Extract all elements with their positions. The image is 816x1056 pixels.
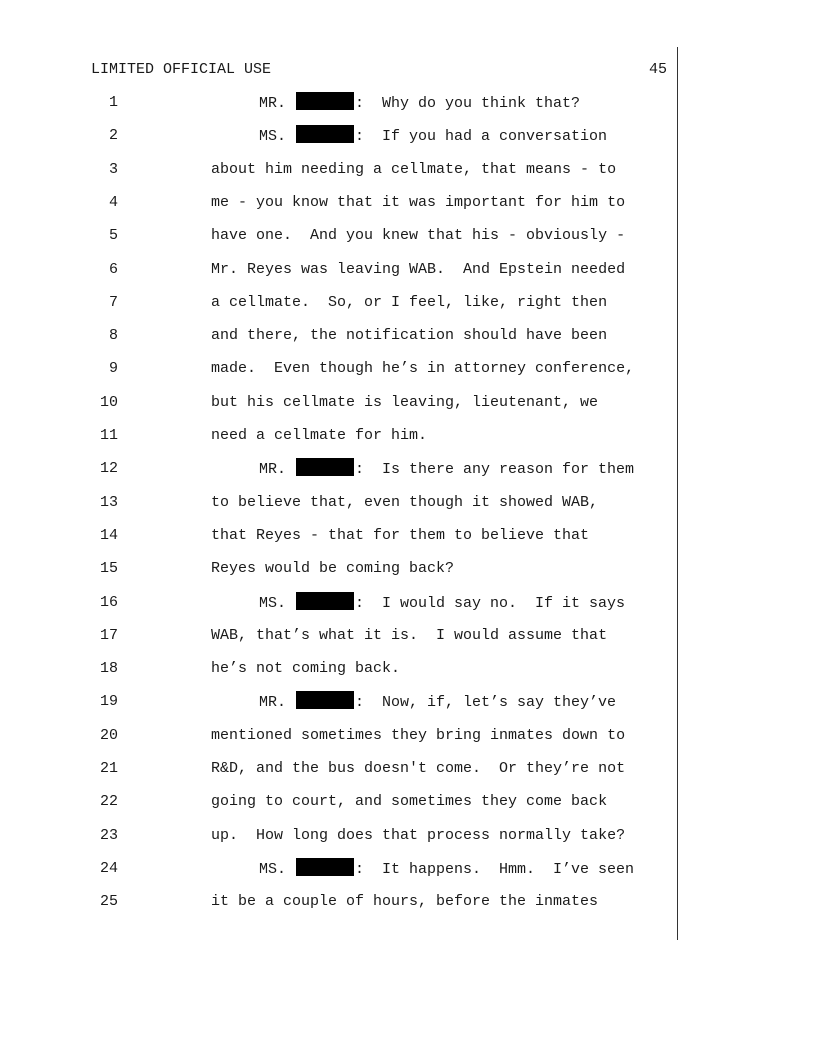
speaker-title: MR. <box>259 461 296 479</box>
transcript-line <box>0 758 816 780</box>
speaker-statement: : Now, if, let’s say they’ve <box>355 694 617 712</box>
transcript-line <box>0 125 816 147</box>
line-number: 17 <box>99 626 118 644</box>
line-number: 6 <box>108 260 118 278</box>
redaction-box <box>296 691 354 709</box>
line-number: 4 <box>108 193 118 211</box>
transcript-line <box>0 358 816 380</box>
speaker-title: MR. <box>259 95 296 112</box>
line-text: it be a couple of hours, before the inmates <box>211 893 599 911</box>
transcript-line <box>0 192 816 214</box>
line-number: 8 <box>108 327 118 345</box>
transcript-line <box>0 159 816 181</box>
line-text: but his cellmate is leaving, lieutenant, we <box>211 393 599 411</box>
line-number: 25 <box>99 893 118 911</box>
redaction-box <box>296 458 354 476</box>
line-number: 24 <box>99 859 118 877</box>
speaker-statement: : Why do you think that? <box>355 95 581 112</box>
transcript-line <box>0 425 816 447</box>
line-text: mentioned sometimes they bring inmates down to <box>211 726 626 744</box>
transcript-line <box>0 658 816 680</box>
line-text: made. Even though he’s in attorney conference, <box>211 360 635 378</box>
transcript-line <box>0 92 816 114</box>
speaker-title: MS. <box>259 860 296 878</box>
line-number: 11 <box>99 427 118 444</box>
page-number: 45 <box>648 61 667 78</box>
speaker-statement: : I would say no. If it says <box>355 594 626 612</box>
line-text: R&D, and the bus doesn't come. Or they’re not <box>211 760 626 777</box>
line-number: 3 <box>108 160 118 178</box>
line-number: 19 <box>99 693 118 711</box>
transcript-line <box>0 458 816 480</box>
line-number: 13 <box>99 493 118 511</box>
line-number: 21 <box>99 760 118 777</box>
line-number: 1 <box>108 94 118 111</box>
classification-header: LIMITED OFFICIAL USE <box>91 61 272 78</box>
transcript-line <box>0 592 816 614</box>
transcript-line <box>0 791 816 813</box>
transcript-line <box>0 691 816 713</box>
speaker-title: MS. <box>259 594 296 612</box>
transcript-line <box>0 325 816 347</box>
speaker-line <box>259 125 607 148</box>
transcript-line <box>0 392 816 414</box>
transcript-line <box>0 625 816 647</box>
line-text: have one. And you knew that his - obviously - <box>211 227 626 245</box>
transcript-line <box>0 492 816 514</box>
speaker-title: MS. <box>259 128 296 146</box>
speaker-statement: : If you had a conversation <box>355 128 608 146</box>
line-number: 12 <box>99 460 118 478</box>
transcript-line <box>0 825 816 847</box>
line-number: 7 <box>108 293 118 311</box>
line-text: up. How long does that process normally take? <box>211 826 626 844</box>
transcript-line <box>0 525 816 547</box>
line-text: me - you know that it was important for him to <box>211 193 626 211</box>
transcript-line <box>0 259 816 281</box>
line-text: Mr. Reyes was leaving WAB. And Epstein needed <box>211 260 626 278</box>
transcript-line <box>0 225 816 247</box>
transcript-line <box>0 891 816 913</box>
line-number: 23 <box>99 826 118 844</box>
speaker-line <box>259 458 634 481</box>
redaction-box <box>296 858 354 876</box>
transcript-line <box>0 858 816 880</box>
speaker-line <box>259 92 580 115</box>
line-text: WAB, that’s what it is. I would assume that <box>211 626 608 644</box>
line-text: going to court, and sometimes they come back <box>211 793 608 811</box>
line-text: need a cellmate for him. <box>211 427 428 444</box>
transcript-line <box>0 558 816 580</box>
line-text: that Reyes - that for them to believe that <box>211 526 590 544</box>
redaction-box <box>296 92 354 110</box>
speaker-line <box>259 592 625 615</box>
speaker-statement: : It happens. Hmm. I’ve seen <box>355 860 635 878</box>
line-number: 20 <box>99 726 118 744</box>
transcript-line <box>0 725 816 747</box>
line-text: Reyes would be coming back? <box>211 560 455 578</box>
line-number: 14 <box>99 526 118 544</box>
redaction-box <box>296 592 354 610</box>
speaker-title: MR. <box>259 694 296 712</box>
line-text: to believe that, even though it showed WAB, <box>211 493 599 511</box>
speaker-line <box>259 691 616 714</box>
line-number: 9 <box>108 360 118 378</box>
line-number: 16 <box>99 593 118 611</box>
line-number: 22 <box>99 793 118 811</box>
speaker-statement: : Is there any reason for them <box>355 461 635 479</box>
line-number: 5 <box>108 227 118 245</box>
line-text: and there, the notification should have been <box>211 327 608 345</box>
line-text: he’s not coming back. <box>211 660 401 678</box>
speaker-line <box>259 858 634 881</box>
line-text: a cellmate. So, or I feel, like, right then <box>211 293 608 311</box>
line-text: about him needing a cellmate, that means - to <box>211 160 617 178</box>
redaction-box <box>296 125 354 143</box>
transcript-line <box>0 292 816 314</box>
line-number: 18 <box>99 660 118 678</box>
line-number: 15 <box>99 560 118 578</box>
line-number: 10 <box>99 393 118 411</box>
line-number: 2 <box>108 127 118 145</box>
